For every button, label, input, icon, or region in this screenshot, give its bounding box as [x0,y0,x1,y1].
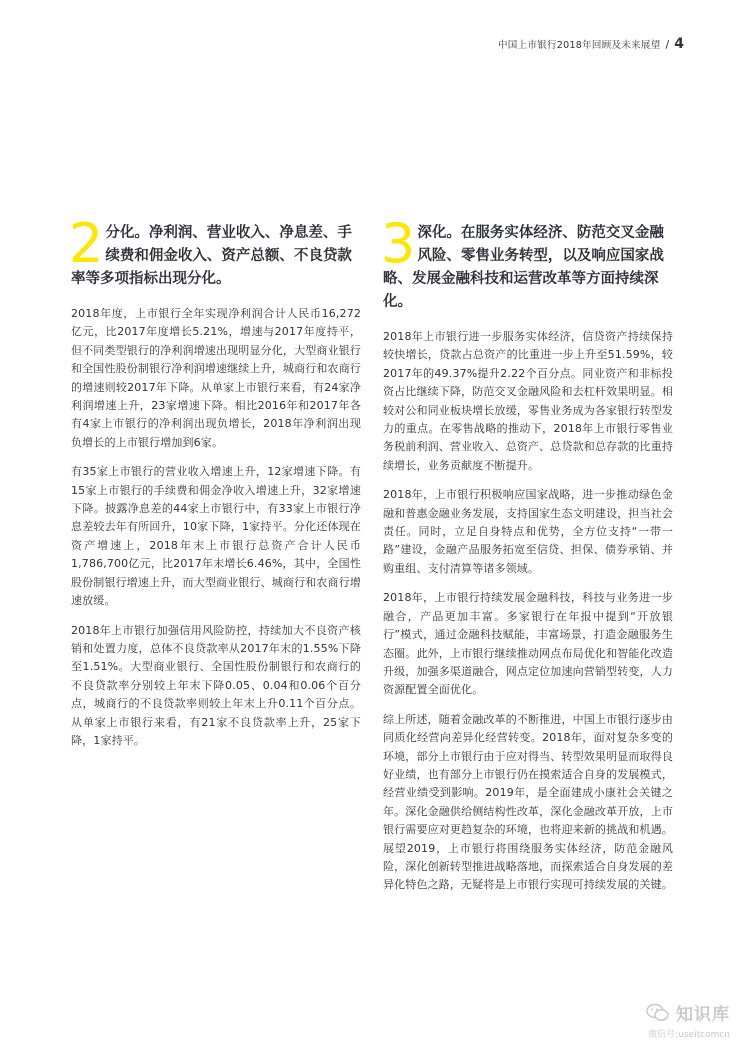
section-number-2: 2 [69,212,104,275]
watermark-sub: 微信号:useitcomcn [648,1030,730,1040]
header-separator: / [665,37,670,51]
left-column [69,212,361,761]
paragraph: 2018年，上市银行积极响应国家战略，进一步推动绿色金融和普惠金融业务发展，支持国家生态文明建设，担当社会责任。同时，立足自身特点和优势，全方位支持“一带一路”建设，金融产品服务拓宽至信贷、担保、债券承销、并购重组、支付清算等诸多领域。 [383,488,673,575]
paragraph: 2018年上市银行加强信用风险防控，持续加大不良资产核销和处置力度，总体不良贷款率从2017年末的1.55%下降至1.51%。大型商业银行、全国性股份制银行和农商行的不良贷款率分别较上年末下降0.05、0.04和0.06个百分点，城商行的不良贷款率则较上年末上升0.11个百分点。从单家上市银行来看，有21家不良贷款率上升，25家下降，1家持平。 [71,623,361,747]
page-number: 4 [674,36,684,52]
right-column [381,212,673,906]
watermark-logo: 知识库 [676,1005,730,1025]
paragraph: 有35家上市银行的营业收入增速上升，12家增速下降。有15家上市银行的手续费和佣金净收入增速上升，32家增速下降。披露净息差的44家上市银行中，有33家上市银行净息差较去年有所回升，10家下降，1家持平。分化还体现在资产增速上，2018年末上市银行总资产合计人民币1,786,700亿元，比2017年末增长6.46%，其中，全国性股份制银行增速上升，而大型商业银行、城商行和农商行增速放缓。 [71,465,361,608]
report-title: 中国上市银行2018年回顾及未来展望 [497,40,661,51]
watermark [646,1000,730,1040]
paragraph: 2018年上市银行进一步服务实体经济，信贷资产持续保持较快增长，贷款占总资产的比重进一步上升至51.59%，较2017年的49.37%提升2.22个百分点。同业资产和非标投资占比继续下降，防范交叉金融风险和去杠杆效果明显。相较对公和同业板块增长放缓，零售业务成为各家银行转型发力的重点。在零售战略的推动下，2018年上市银行零售业务税前利润、营业收入、总资产、总贷款和总存款的比重持续增长，业务贡献度不断提升。 [383,330,673,472]
wechat-icon [646,1003,670,1023]
section-heading-text: 深化。在服务实体经济、防范交叉金融风险、零售业务转型，以及响应国家战略、发展金融科技和运营改革等方面持续深化。 [383,225,664,310]
page-header [498,36,684,52]
paragraph: 综上所述，随着金融改革的不断推进，中国上市银行逐步由同质化经营向差异化经营转变。2018年，面对复杂多变的环境，部分上市银行由于应对得当、转型效果明显而取得良好业绩，也有部分上市银行仍在摸索适合自身的发展模式，经营业绩受到影响。2019年，是全面建成小康社会关键之年。深化金融供给侧结构性改革，深化金融改革开放，上市银行需要应对更趋复杂的环境，也将迎来新的挑战和机遇。展望2019，上市银行将围绕服务实体经济，防范金融风险，深化创新转型推进战略落地，而探索适合自身发展的差异化特色之路，无疑将是上市银行实现可持续发展的关键。 [383,712,673,892]
section-heading-3 [381,212,673,314]
section-number-3: 3 [381,212,416,275]
paragraph: 2018年，上市银行持续发展金融科技，科技与业务进一步融合，产品更加丰富。多家银行在年报中提到“开放银行”模式，通过金融科技赋能，丰富场景，打造金融服务生态圈。此外，上市银行继续推动网点布局优化和智能化改造升级，加强多渠道融合，网点定位加速向营销型转变，人力资源配置全面优化。 [383,591,673,697]
section-heading-2 [69,212,361,291]
section-heading-text: 分化。净利润、营业收入、净息差、手续费和佣金收入、资产总额、不良贷款率等多项指标出现分化。 [71,225,352,287]
paragraph: 2018年度，上市银行全年实现净利润合计人民币16,272亿元，比2017年度增长5.21%，增速与2017年度持平，但不同类型银行的净利润增速出现明显分化，大型商业银行和全国性股份制银行净利润增速继续上升，城商行和农商行的增速则较2017年下降。从单家上市银行来看，有24家净利润增速上升，23家增速下降。相比2016年和2017年各有4家上市银行的净利润出现负增长，2018年净利润出现负增长的上市银行增加到6家。 [71,307,361,449]
